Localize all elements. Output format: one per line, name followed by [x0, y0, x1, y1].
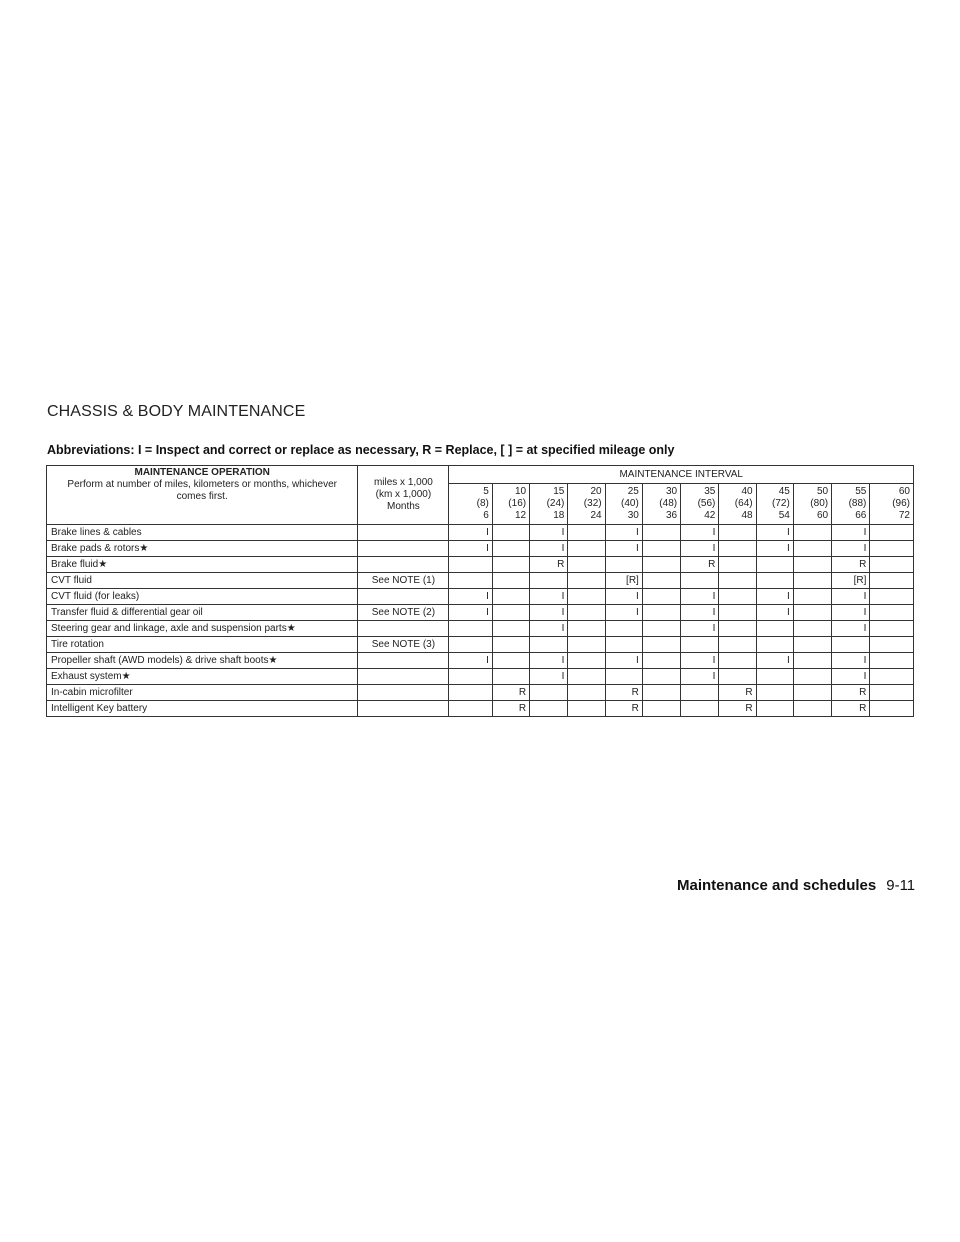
operation-label: Intelligent Key battery [51, 702, 148, 714]
interval-value-cell: R [719, 685, 756, 701]
operation-cell [47, 621, 358, 637]
table-row [47, 525, 914, 541]
interval-value-cell: I [681, 589, 719, 605]
operation-cell [47, 653, 358, 669]
condition-cell: See NOTE (3) [358, 637, 449, 653]
interval-value-cell: I [681, 653, 719, 669]
operation-cell [47, 573, 358, 589]
interval-value-cell [793, 685, 831, 701]
interval-value-cell [870, 669, 914, 685]
interval-value-cell [642, 653, 680, 669]
interval-value-cell: R [832, 701, 870, 717]
interval-col-4 [605, 484, 642, 525]
interval-value-cell [719, 541, 756, 557]
condition-cell [358, 557, 449, 573]
interval-value-cell [642, 557, 680, 573]
interval-value-cell [719, 589, 756, 605]
interval-km: (40) [621, 498, 639, 509]
interval-value-cell: I [449, 541, 492, 557]
interval-months: 36 [665, 510, 678, 521]
page-footer [677, 877, 915, 894]
interval-km: (32) [583, 498, 602, 509]
units-header [358, 466, 449, 525]
interval-miles: 55 [855, 486, 867, 497]
interval-miles: 10 [514, 486, 527, 497]
maintenance-table [46, 465, 914, 717]
interval-value-cell [793, 525, 831, 541]
interval-col-5 [642, 484, 680, 525]
interval-value-cell [642, 589, 680, 605]
table-row [47, 589, 914, 605]
interval-miles: 35 [704, 486, 716, 497]
interval-value-cell [756, 637, 793, 653]
operation-label: Transfer fluid & differential gear oil [51, 606, 203, 618]
operation-label: Brake pads & rotors [51, 542, 140, 554]
interval-value-cell: I [449, 525, 492, 541]
section-title: CHASSIS & BODY MAINTENANCE [47, 403, 306, 420]
table-row [47, 653, 914, 669]
interval-months: 18 [553, 510, 565, 521]
operation-cell [47, 637, 358, 653]
interval-value-cell: I [530, 525, 568, 541]
interval-km: (48) [659, 498, 678, 509]
interval-value-cell: I [605, 541, 642, 557]
star-icon: ★ [286, 622, 296, 634]
interval-value-cell [719, 525, 756, 541]
interval-value-cell [492, 541, 529, 557]
interval-value-cell [642, 685, 680, 701]
interval-months: 24 [590, 510, 602, 521]
interval-value-cell: I [530, 653, 568, 669]
interval-value-cell [449, 637, 492, 653]
interval-value-cell [449, 557, 492, 573]
interval-col-8 [756, 484, 793, 525]
interval-value-cell [492, 605, 529, 621]
interval-value-cell [568, 669, 605, 685]
interval-km: (88) [848, 498, 867, 509]
interval-value-cell: R [681, 557, 719, 573]
interval-value-cell [681, 685, 719, 701]
interval-value-cell: R [605, 685, 642, 701]
star-icon: ★ [98, 558, 108, 570]
interval-value-cell [568, 573, 605, 589]
interval-value-cell: I [449, 653, 492, 669]
interval-col-2 [530, 484, 568, 525]
interval-value-cell: I [832, 621, 870, 637]
table-row [47, 685, 914, 701]
interval-months: 60 [816, 510, 829, 521]
interval-value-cell [756, 685, 793, 701]
interval-value-cell [492, 557, 529, 573]
interval-value-cell: R [832, 685, 870, 701]
interval-header: MAINTENANCE INTERVAL [449, 466, 914, 484]
star-icon: ★ [139, 542, 149, 554]
interval-miles: 5 [483, 486, 489, 497]
interval-value-cell [642, 669, 680, 685]
operation-label: Brake fluid [51, 558, 99, 570]
interval-col-10 [832, 484, 870, 525]
interval-value-cell [642, 701, 680, 717]
interval-col-0 [449, 484, 492, 525]
interval-value-cell [568, 701, 605, 717]
interval-miles: 15 [553, 486, 565, 497]
interval-value-cell [756, 573, 793, 589]
operation-cell [47, 685, 358, 701]
interval-value-cell [756, 621, 793, 637]
table-body [47, 525, 914, 717]
interval-value-cell: I [756, 605, 793, 621]
interval-value-cell [530, 701, 568, 717]
interval-value-cell: I [681, 669, 719, 685]
interval-value-cell [530, 685, 568, 701]
interval-value-cell [642, 541, 680, 557]
interval-value-cell [492, 653, 529, 669]
interval-value-cell [449, 573, 492, 589]
interval-value-cell [568, 653, 605, 669]
interval-value-cell [793, 701, 831, 717]
interval-months: 48 [741, 510, 753, 521]
condition-cell [358, 589, 449, 605]
interval-months: 12 [514, 510, 527, 521]
interval-value-cell: I [530, 541, 568, 557]
interval-value-cell [756, 701, 793, 717]
interval-value-cell [870, 573, 914, 589]
interval-value-cell [642, 605, 680, 621]
interval-value-cell [530, 637, 568, 653]
operation-label: Tire rotation [51, 638, 104, 650]
interval-km: (16) [508, 498, 527, 509]
interval-value-cell: I [605, 653, 642, 669]
interval-value-cell: I [530, 605, 568, 621]
interval-value-cell: [R] [832, 573, 870, 589]
condition-cell [358, 541, 449, 557]
operation-cell [47, 669, 358, 685]
table-row [47, 701, 914, 717]
interval-value-cell [449, 685, 492, 701]
condition-cell [358, 685, 449, 701]
interval-value-cell [719, 621, 756, 637]
interval-value-cell: I [832, 589, 870, 605]
interval-km: (72) [772, 498, 790, 509]
interval-value-cell: I [756, 653, 793, 669]
interval-value-cell [870, 637, 914, 653]
star-icon: ★ [121, 670, 131, 682]
condition-cell [358, 701, 449, 717]
interval-value-cell [870, 557, 914, 573]
interval-value-cell [568, 557, 605, 573]
interval-miles: 20 [590, 486, 602, 497]
operation-cell [47, 541, 358, 557]
operation-cell [47, 701, 358, 717]
interval-km: (80) [810, 498, 829, 509]
interval-value-cell [568, 637, 605, 653]
interval-value-cell: I [756, 589, 793, 605]
interval-value-cell [793, 541, 831, 557]
interval-value-cell: I [605, 605, 642, 621]
operation-header-desc: Perform at number of miles, kilometers or months, whichever comes first. [67, 479, 337, 502]
units-months: Months [387, 501, 420, 512]
interval-value-cell [870, 589, 914, 605]
interval-value-cell [793, 637, 831, 653]
interval-value-cell [492, 573, 529, 589]
operation-label: CVT fluid (for leaks) [51, 590, 140, 602]
interval-value-cell: I [449, 605, 492, 621]
footer-section: Maintenance and schedules [677, 877, 877, 894]
interval-value-cell [642, 573, 680, 589]
interval-value-cell [492, 669, 529, 685]
table-row [47, 573, 914, 589]
interval-value-cell [605, 621, 642, 637]
interval-col-9 [793, 484, 831, 525]
interval-value-cell [681, 701, 719, 717]
interval-value-cell: I [832, 605, 870, 621]
interval-value-cell: I [756, 525, 793, 541]
units-miles: miles x 1,000 [373, 477, 433, 488]
interval-km: (96) [892, 498, 910, 509]
condition-cell [358, 653, 449, 669]
interval-miles: 45 [778, 486, 790, 497]
interval-value-cell: I [832, 541, 870, 557]
interval-value-cell [870, 621, 914, 637]
interval-value-cell [492, 589, 529, 605]
interval-value-cell: I [530, 669, 568, 685]
condition-cell: See NOTE (2) [358, 605, 449, 621]
interval-value-cell: R [492, 685, 529, 701]
table-row [47, 637, 914, 653]
interval-months: 54 [778, 510, 790, 521]
interval-miles: 50 [816, 486, 829, 497]
units-km: (km x 1,000) [375, 489, 432, 500]
interval-value-cell [681, 637, 719, 653]
interval-km: (24) [546, 498, 565, 509]
interval-miles: 25 [627, 486, 639, 497]
interval-value-cell [719, 669, 756, 685]
interval-km: (64) [734, 498, 753, 509]
interval-value-cell: I [832, 653, 870, 669]
star-icon: ★ [268, 654, 278, 666]
table-row [47, 621, 914, 637]
interval-value-cell: I [681, 605, 719, 621]
interval-value-cell [756, 557, 793, 573]
interval-value-cell [793, 669, 831, 685]
interval-value-cell [642, 637, 680, 653]
interval-value-cell: I [605, 525, 642, 541]
interval-value-cell: I [756, 541, 793, 557]
interval-value-cell: I [832, 525, 870, 541]
interval-value-cell [719, 573, 756, 589]
condition-cell [358, 525, 449, 541]
interval-value-cell [492, 525, 529, 541]
interval-value-cell [449, 621, 492, 637]
table-row [47, 541, 914, 557]
interval-value-cell [642, 525, 680, 541]
operation-cell [47, 525, 358, 541]
table-row [47, 557, 914, 573]
interval-value-cell [719, 653, 756, 669]
interval-value-cell [719, 605, 756, 621]
interval-col-11 [870, 484, 914, 525]
interval-value-cell: I [449, 589, 492, 605]
interval-value-cell: I [530, 589, 568, 605]
interval-months: 6 [483, 510, 489, 521]
interval-value-cell [449, 669, 492, 685]
operation-cell [47, 605, 358, 621]
condition-cell [358, 669, 449, 685]
operation-label: Steering gear and linkage, axle and suspension parts [51, 622, 287, 634]
interval-value-cell [530, 573, 568, 589]
interval-col-7 [719, 484, 756, 525]
interval-value-cell [793, 621, 831, 637]
interval-value-cell [492, 621, 529, 637]
operation-label: Exhaust system [51, 670, 122, 682]
interval-miles: 40 [741, 486, 753, 497]
condition-cell: See NOTE (1) [358, 573, 449, 589]
interval-value-cell [719, 557, 756, 573]
interval-value-cell [568, 621, 605, 637]
operation-label: Propeller shaft (AWD models) & drive shaft boots [51, 654, 269, 666]
interval-value-cell [568, 589, 605, 605]
operation-cell [47, 557, 358, 573]
interval-value-cell [568, 541, 605, 557]
interval-value-cell [605, 557, 642, 573]
interval-value-cell [492, 637, 529, 653]
interval-value-cell [793, 557, 831, 573]
interval-value-cell [568, 605, 605, 621]
interval-value-cell [870, 541, 914, 557]
interval-value-cell [605, 637, 642, 653]
operation-cell [47, 589, 358, 605]
interval-value-cell [719, 637, 756, 653]
interval-value-cell: R [605, 701, 642, 717]
interval-months: 42 [704, 510, 716, 521]
interval-months: 30 [627, 510, 639, 521]
interval-value-cell: R [530, 557, 568, 573]
operation-header-title: MAINTENANCE OPERATION [134, 467, 270, 478]
interval-value-cell [870, 605, 914, 621]
interval-value-cell [605, 669, 642, 685]
interval-value-cell: R [832, 557, 870, 573]
interval-miles: 60 [898, 486, 910, 497]
interval-value-cell: [R] [605, 573, 642, 589]
interval-value-cell [870, 701, 914, 717]
interval-value-cell: R [492, 701, 529, 717]
interval-value-cell: I [605, 589, 642, 605]
interval-value-cell [793, 589, 831, 605]
interval-value-cell: I [530, 621, 568, 637]
interval-value-cell [756, 669, 793, 685]
interval-value-cell: R [719, 701, 756, 717]
operation-label: Brake lines & cables [51, 526, 142, 538]
operation-label: In-cabin microfilter [51, 686, 133, 698]
interval-value-cell [793, 653, 831, 669]
interval-value-cell [642, 621, 680, 637]
table-row [47, 605, 914, 621]
page-number: 9-11 [886, 877, 916, 894]
interval-value-cell [568, 525, 605, 541]
operation-header [47, 466, 358, 525]
condition-cell [358, 621, 449, 637]
interval-value-cell [793, 605, 831, 621]
interval-col-1 [492, 484, 529, 525]
interval-months: 66 [855, 510, 867, 521]
interval-value-cell [870, 525, 914, 541]
interval-value-cell [568, 685, 605, 701]
table-row [47, 669, 914, 685]
interval-value-cell [681, 573, 719, 589]
interval-value-cell [870, 653, 914, 669]
interval-col-3 [568, 484, 605, 525]
interval-km: (8) [476, 498, 489, 509]
interval-km: (56) [697, 498, 716, 509]
interval-col-6 [681, 484, 719, 525]
interval-value-cell: I [681, 621, 719, 637]
interval-value-cell [793, 573, 831, 589]
operation-label: CVT fluid [51, 574, 92, 586]
interval-value-cell [832, 637, 870, 653]
interval-value-cell: I [681, 541, 719, 557]
interval-value-cell: I [681, 525, 719, 541]
interval-miles: 30 [665, 486, 678, 497]
interval-value-cell: I [832, 669, 870, 685]
interval-value-cell [449, 701, 492, 717]
interval-months: 72 [898, 510, 910, 521]
abbreviations-legend: Abbreviations: I = Inspect and correct or replace as necessary, R = Replace, [ ] = at specified mileage only [47, 443, 675, 457]
interval-value-cell [870, 685, 914, 701]
